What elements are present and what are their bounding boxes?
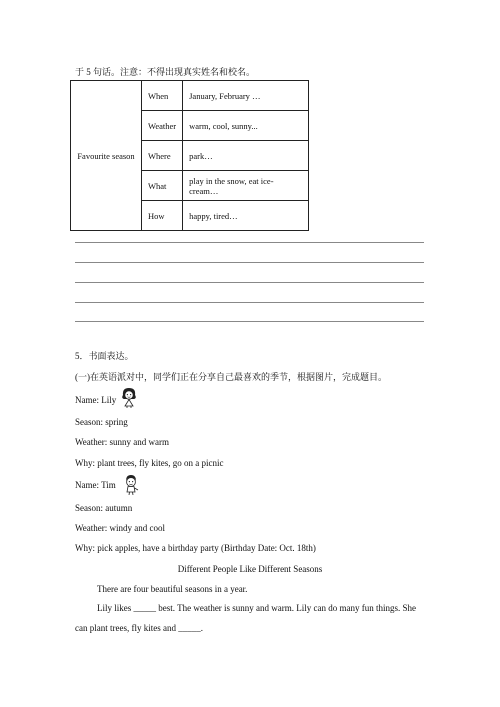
value-cell-where: park… bbox=[183, 141, 309, 171]
tim-season: Season: autumn bbox=[75, 503, 133, 513]
passage-title: Different People Like Different Seasons bbox=[177, 564, 323, 574]
passage-para-1: There are four beautiful seasons in a year. bbox=[97, 584, 248, 594]
favourite-season-table bbox=[70, 80, 309, 231]
lily-why: Why: plant trees, fly kites, go on a picnic bbox=[75, 458, 224, 468]
girl-icon bbox=[119, 386, 139, 408]
passage-para-2-line-2: can plant trees, fly kites and _____. bbox=[75, 623, 203, 633]
lily-weather: Weather: sunny and warm bbox=[75, 437, 169, 447]
row-header-cell: Favourite season bbox=[71, 81, 142, 231]
section-number: 5．书面表达。 bbox=[75, 351, 134, 361]
writing-line-4[interactable] bbox=[75, 302, 424, 303]
label-cell-what: What bbox=[142, 171, 183, 201]
passage-para-2-line-1: Lily likes _____ best. The weather is sunny and warm. Lily can do many fun things. She bbox=[97, 603, 417, 613]
tim-weather: Weather: windy and cool bbox=[75, 523, 165, 533]
value-cell-weather: warm, cool, sunny... bbox=[183, 111, 309, 141]
value-cell-what: play in the snow, eat ice-cream… bbox=[183, 171, 309, 201]
value-cell-when: January, February … bbox=[183, 81, 309, 111]
lily-season: Season: spring bbox=[75, 417, 128, 427]
instruction-text: 于 5 句话。注意：不得出现真实姓名和校名。 bbox=[75, 67, 256, 77]
tim-name: Name: Tim bbox=[75, 480, 116, 490]
table-row bbox=[71, 81, 309, 111]
section-prompt: (一)在英语派对中，同学们正在分享自己最喜欢的季节，根据图片，完成题目。 bbox=[75, 372, 387, 382]
label-cell-how: How bbox=[142, 201, 183, 231]
writing-line-1[interactable] bbox=[75, 242, 424, 243]
label-cell-when: When bbox=[142, 81, 183, 111]
lily-name: Name: Lily bbox=[75, 395, 117, 405]
tim-why: Why: pick apples, have a birthday party (Birthday Date: Oct. 18th) bbox=[75, 543, 316, 553]
label-cell-weather: Weather bbox=[142, 111, 183, 141]
writing-line-3[interactable] bbox=[75, 282, 424, 283]
boy-icon bbox=[121, 473, 141, 495]
writing-line-2[interactable] bbox=[75, 262, 424, 263]
writing-line-5[interactable] bbox=[75, 321, 424, 322]
label-cell-where: Where bbox=[142, 141, 183, 171]
value-cell-how: happy, tired… bbox=[183, 201, 309, 231]
